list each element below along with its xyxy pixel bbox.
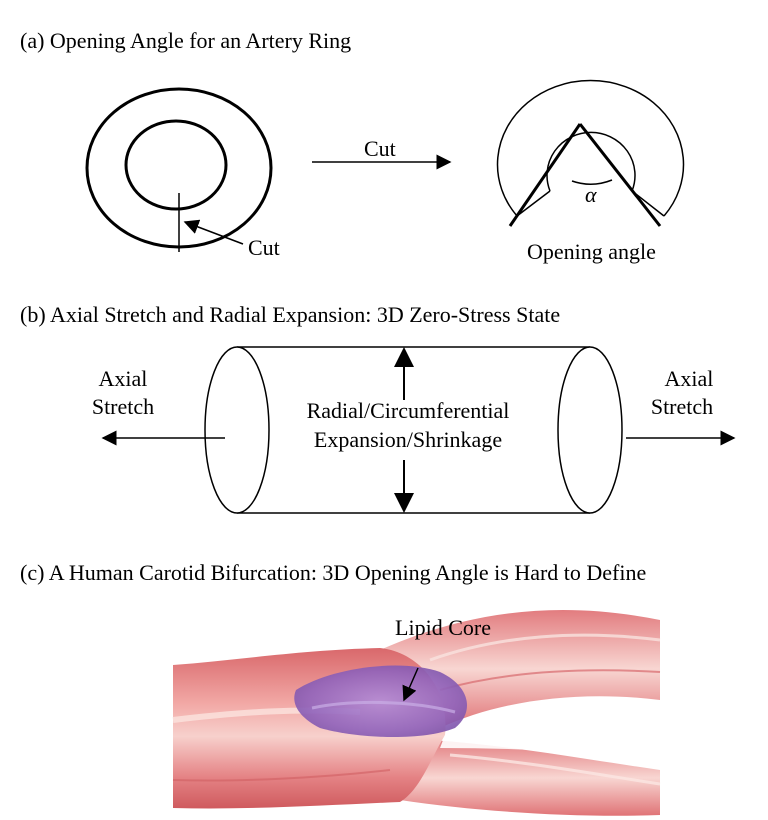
intact-artery-ring [87,89,271,252]
cut-label-ring: Cut [248,235,280,260]
opening-angle-label: Opening angle [527,239,656,264]
left-axial-label-line2: Stretch [91,394,155,419]
right-axial-label-line1: Axial [664,366,714,391]
left-axial-label-line1: Axial [98,366,148,391]
alpha-symbol: α [585,182,597,207]
center-label-line2: Expansion/Shrinkage [313,427,503,452]
cut-label-arrow: Cut [364,136,396,161]
cylinder-right-end [558,347,622,513]
panel-a-title: (a) Opening Angle for an Artery Ring [20,28,352,53]
panel-b-title: (b) Axial Stretch and Radial Expansion: 3D Zero-Stress State [20,302,561,327]
panel-c-title: (c) A Human Carotid Bifurcation: 3D Opening Angle is Hard to Define [20,560,647,585]
lipid-core-label: Lipid Core [395,615,491,640]
cylinder-left-end [205,347,269,513]
right-axial-label-line2: Stretch [650,394,714,419]
center-label-line1: Radial/Circumferential [306,398,510,423]
carotid-bifurcation-illustration [173,610,660,816]
